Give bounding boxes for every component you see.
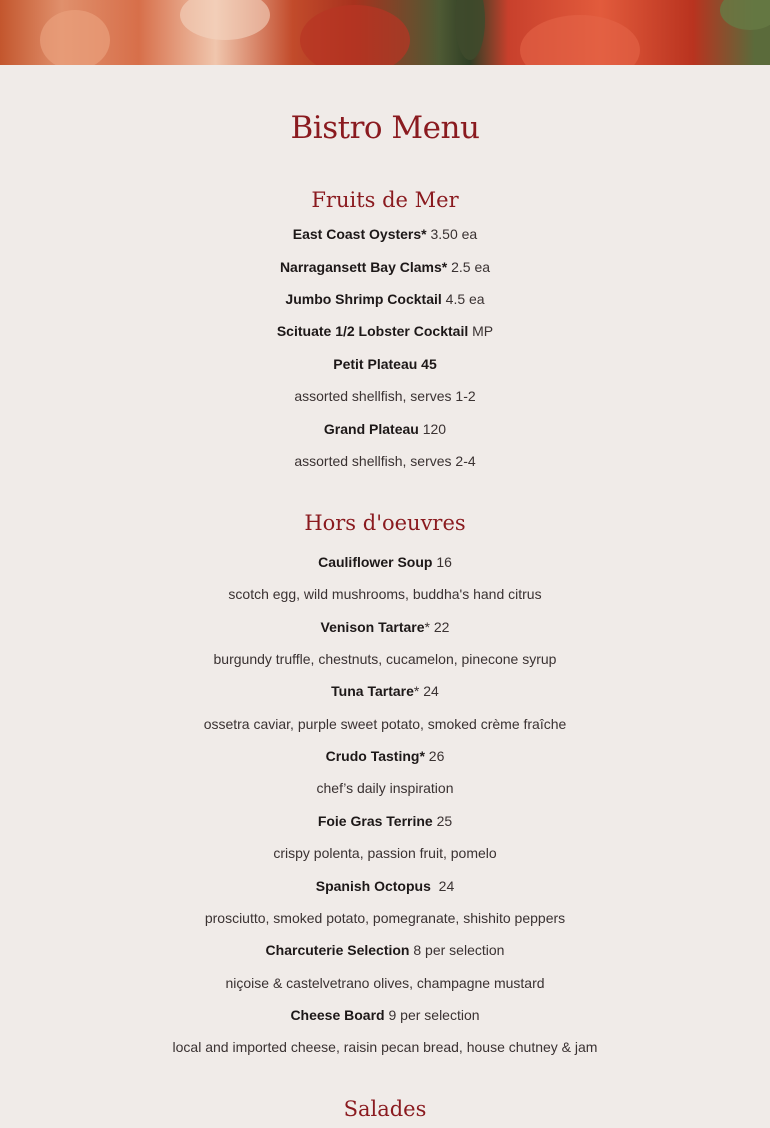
hero-image — [0, 0, 770, 65]
item-price: MP — [472, 323, 494, 339]
item-name: Tuna Tartare — [331, 683, 414, 699]
menu-item — [0, 941, 770, 959]
item-description: crispy polenta, passion fruit, pomelo — [273, 845, 497, 861]
menu-item — [0, 682, 770, 700]
item-name: Grand Plateau — [323, 421, 419, 437]
item-name: Foie Gras Terrine — [317, 813, 433, 829]
menu-item — [0, 258, 770, 276]
item-price: 2.5 ea — [451, 259, 491, 275]
menu-content — [0, 65, 770, 1128]
item-name: Narragansett Bay Clams* — [279, 259, 448, 275]
menu-item — [0, 747, 770, 765]
item-description: niçoise & castelvetrano olives, champagne mustard — [225, 975, 545, 991]
item-name: Crudo Tasting* — [325, 748, 425, 764]
item-description: assorted shellfish, serves 2-4 — [294, 453, 476, 469]
item-description: burgundy truffle, chestnuts, cucamelon, pinecone syrup — [213, 651, 557, 667]
item-name: Petit Plateau 45 — [333, 356, 437, 372]
section-title-salades: Salades — [343, 1097, 427, 1121]
page-title: Bistro Menu — [290, 110, 480, 146]
item-description: scotch egg, wild mushrooms, buddha's hand citrus — [228, 586, 542, 602]
menu-item — [0, 1006, 770, 1024]
menu-item — [0, 420, 770, 438]
item-name: Cheese Board — [290, 1007, 385, 1023]
menu-item — [0, 290, 770, 308]
menu-item — [0, 877, 770, 895]
item-description: assorted shellfish, serves 1-2 — [294, 388, 476, 404]
item-price: 16 — [436, 554, 452, 570]
item-description: local and imported cheese, raisin pecan bread, house chutney & jam — [172, 1039, 598, 1055]
item-description: prosciutto, smoked potato, pomegranate, shishito peppers — [204, 910, 566, 926]
section-title-hors-doeuvres: Hors d'oeuvres — [304, 511, 466, 535]
item-name: Charcuterie Selection — [265, 942, 410, 958]
item-price: 8 per selection — [413, 942, 505, 958]
item-name: Cauliflower Soup — [318, 554, 433, 570]
item-price: 9 per selection — [388, 1007, 480, 1023]
menu-item — [0, 355, 770, 373]
menu-item — [0, 553, 770, 571]
item-price: 24 — [434, 878, 455, 894]
item-price: 120 — [422, 421, 447, 437]
menu-item — [0, 225, 770, 243]
item-price: 3.50 ea — [430, 226, 478, 242]
item-price: * 24 — [413, 683, 439, 699]
item-description: ossetra caviar, purple sweet potato, smoked crème fraîche — [203, 716, 567, 732]
item-description: chef’s daily inspiration — [316, 780, 454, 796]
menu-item — [0, 812, 770, 830]
section-title-fruits-de-mer: Fruits de Mer — [311, 188, 459, 212]
menu-item — [0, 618, 770, 636]
item-price: * 22 — [424, 619, 450, 635]
menu-item — [0, 322, 770, 340]
item-name: Scituate 1/2 Lobster Cocktail — [276, 323, 469, 339]
item-name: East Coast Oysters* — [292, 226, 427, 242]
item-price: 25 — [436, 813, 453, 829]
item-name: Spanish Octopus — [315, 878, 431, 894]
item-name: Venison Tartare — [320, 619, 425, 635]
item-price: 4.5 ea — [445, 291, 485, 307]
item-name: Jumbo Shrimp Cocktail — [285, 291, 442, 307]
item-price: 26 — [428, 748, 445, 764]
